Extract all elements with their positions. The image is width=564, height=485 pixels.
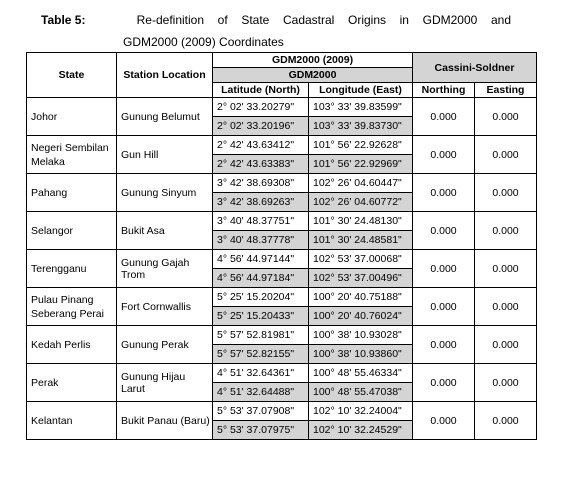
latitude-2009-cell: 5° 25' 15.20204" <box>213 288 309 307</box>
state-cell: Terengganu <box>27 250 117 288</box>
latitude-2009-cell: 4° 51' 32.64361" <box>213 364 309 383</box>
longitude-2009-cell: 100° 48' 55.46334" <box>309 364 413 383</box>
latitude-2000-cell: 2° 02' 33.20196" <box>213 117 309 136</box>
caption-word: State <box>241 13 270 27</box>
latitude-2009-cell: 2° 02' 33.20279" <box>213 98 309 117</box>
longitude-2000-cell: 101° 56' 22.92969" <box>309 155 413 174</box>
state-cell: Negeri Sembilan Melaka <box>27 136 117 174</box>
easting-cell: 0.000 <box>475 174 537 212</box>
longitude-2009-cell: 102° 53' 37.00068" <box>309 250 413 269</box>
table-row <box>27 136 537 155</box>
station-location-cell: Gun Hill <box>117 136 213 174</box>
state-cell: Pulau Pinang Seberang Perai <box>27 288 117 326</box>
longitude-2009-cell: 101° 56' 22.92628" <box>309 136 413 155</box>
caption-word: Cadastral <box>282 13 335 27</box>
longitude-2000-cell: 102° 26' 04.60772" <box>309 193 413 212</box>
caption-word: Re-definition <box>136 13 205 27</box>
longitude-2009-cell: 101° 30' 24.48130" <box>309 212 413 231</box>
northing-cell: 0.000 <box>413 288 475 326</box>
caption-word: and <box>490 13 511 27</box>
station-location-cell: Fort Cornwallis <box>117 288 213 326</box>
state-cell: Selangor <box>27 212 117 250</box>
northing-cell: 0.000 <box>413 250 475 288</box>
table-body <box>27 98 537 440</box>
northing-cell: 0.000 <box>413 364 475 402</box>
station-location-cell: Gunung Gajah Trom <box>117 250 213 288</box>
caption-word: in <box>399 13 409 27</box>
cadastral-origins-table <box>26 52 537 440</box>
longitude-2009-cell: 103° 33' 39.83599" <box>309 98 413 117</box>
header-longitude: Longitude (East) <box>309 83 413 98</box>
latitude-2009-cell: 3° 42' 38.69308" <box>213 174 309 193</box>
longitude-2000-cell: 101° 30' 24.48581" <box>309 231 413 250</box>
longitude-2009-cell: 100° 20' 40.75188" <box>309 288 413 307</box>
table-row <box>27 326 537 345</box>
header-latitude: Latitude (North) <box>213 83 309 98</box>
easting-cell: 0.000 <box>475 212 537 250</box>
latitude-2009-cell: 5° 57' 52.81981" <box>213 326 309 345</box>
longitude-2009-cell: 102° 26' 04.60447" <box>309 174 413 193</box>
caption-line-2: GDM2000 (2009) Coordinates <box>123 35 284 49</box>
table-row <box>27 250 537 269</box>
table-row <box>27 174 537 193</box>
latitude-2000-cell: 2° 42' 43.63383" <box>213 155 309 174</box>
latitude-2000-cell: 4° 56' 44.97184" <box>213 269 309 288</box>
northing-cell: 0.000 <box>413 174 475 212</box>
station-location-cell: Gunung Sinyum <box>117 174 213 212</box>
easting-cell: 0.000 <box>475 98 537 136</box>
latitude-2000-cell: 5° 53' 37.07975" <box>213 421 309 440</box>
table-row <box>27 98 537 117</box>
easting-cell: 0.000 <box>475 364 537 402</box>
northing-cell: 0.000 <box>413 136 475 174</box>
easting-cell: 0.000 <box>475 136 537 174</box>
caption-label: Table 5: <box>41 13 86 27</box>
table-row <box>27 288 537 307</box>
longitude-2000-cell: 102° 10' 32.24529" <box>309 421 413 440</box>
table-row <box>27 402 537 421</box>
latitude-2000-cell: 3° 42' 38.69263" <box>213 193 309 212</box>
longitude-2009-cell: 102° 10' 32.24004" <box>309 402 413 421</box>
northing-cell: 0.000 <box>413 402 475 440</box>
state-cell: Kelantan <box>27 402 117 440</box>
latitude-2009-cell: 4° 56' 44.97144" <box>213 250 309 269</box>
latitude-2000-cell: 5° 57' 52.82155" <box>213 345 309 364</box>
station-location-cell: Gunung Belumut <box>117 98 213 136</box>
longitude-2000-cell: 100° 48' 55.47038" <box>309 383 413 402</box>
table-row <box>27 364 537 383</box>
northing-cell: 0.000 <box>413 326 475 364</box>
caption-word: of <box>217 13 228 27</box>
station-location-cell: Gunung Hijau Larut <box>117 364 213 402</box>
caption-word: Origins <box>347 13 386 27</box>
table-row <box>27 212 537 231</box>
easting-cell: 0.000 <box>475 326 537 364</box>
latitude-2000-cell: 3° 40' 48.37778" <box>213 231 309 250</box>
longitude-2000-cell: 103° 33' 39.83730" <box>309 117 413 136</box>
longitude-2000-cell: 100° 20' 40.76024" <box>309 307 413 326</box>
header-gdm2000: GDM2000 <box>213 68 413 83</box>
longitude-2000-cell: 100° 38' 10.93860" <box>309 345 413 364</box>
easting-cell: 0.000 <box>475 402 537 440</box>
caption-line-1 <box>41 9 511 31</box>
header-northing: Northing <box>413 83 475 98</box>
latitude-2009-cell: 5° 53' 37.07908" <box>213 402 309 421</box>
northing-cell: 0.000 <box>413 212 475 250</box>
caption-word: GDM2000 <box>422 13 478 27</box>
northing-cell: 0.000 <box>413 98 475 136</box>
latitude-2009-cell: 3° 40' 48.37751" <box>213 212 309 231</box>
state-cell: Pahang <box>27 174 117 212</box>
station-location-cell: Bukit Panau (Baru) <box>117 402 213 440</box>
longitude-2009-cell: 100° 38' 10.93028" <box>309 326 413 345</box>
station-location-cell: Gunung Perak <box>117 326 213 364</box>
header-easting: Easting <box>475 83 537 98</box>
longitude-2000-cell: 102° 53' 37.00496" <box>309 269 413 288</box>
header-cassini-soldner: Cassini-Soldner <box>413 53 537 83</box>
easting-cell: 0.000 <box>475 288 537 326</box>
station-location-cell: Bukit Asa <box>117 212 213 250</box>
state-cell: Johor <box>27 98 117 136</box>
easting-cell: 0.000 <box>475 250 537 288</box>
latitude-2009-cell: 2° 42' 43.63412" <box>213 136 309 155</box>
latitude-2000-cell: 4° 51' 32.64488" <box>213 383 309 402</box>
header-state: State <box>27 53 117 98</box>
header-gdm2000-2009: GDM2000 (2009) <box>213 53 413 68</box>
latitude-2000-cell: 5° 25' 15.20433" <box>213 307 309 326</box>
state-cell: Perak <box>27 364 117 402</box>
state-cell: Kedah Perlis <box>27 326 117 364</box>
header-station-location: Station Location <box>117 53 213 98</box>
table-caption <box>41 9 511 53</box>
